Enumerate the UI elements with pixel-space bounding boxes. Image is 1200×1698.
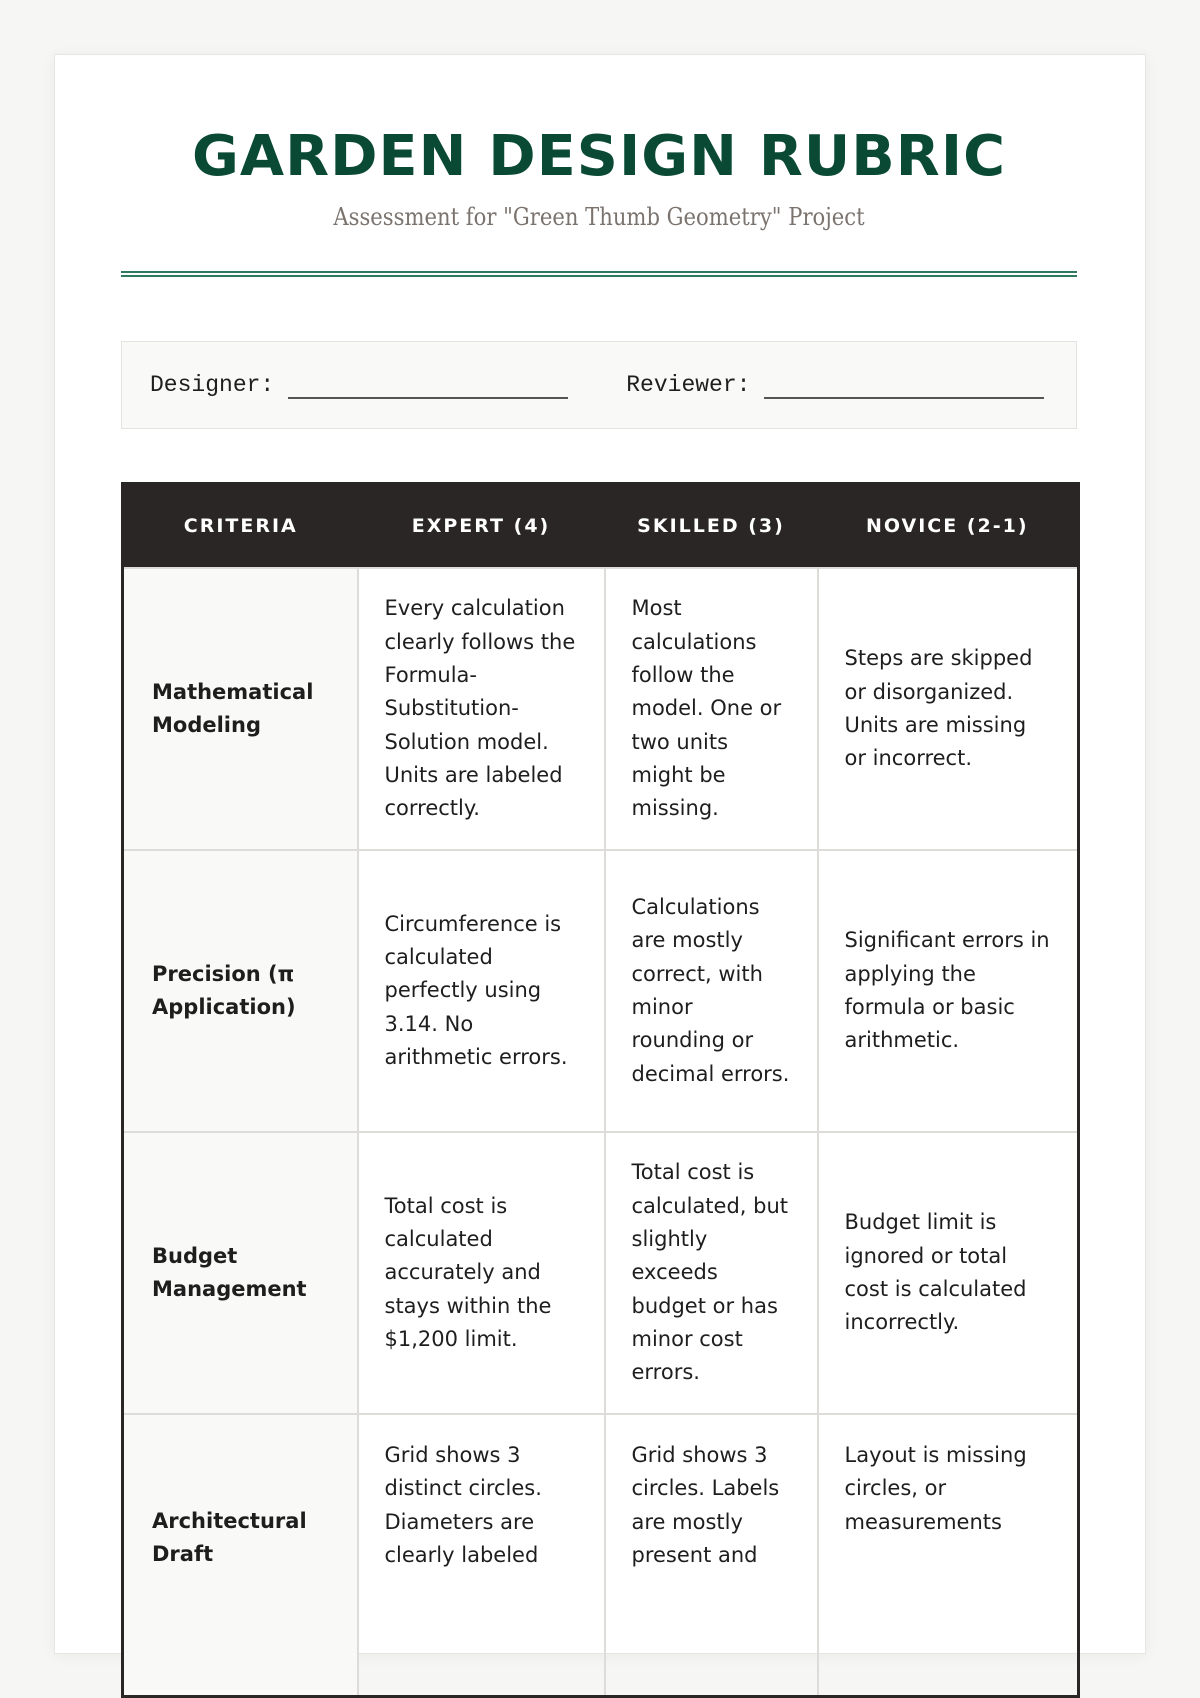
skilled-cell: Total cost is calculated, but slightly exceeds budget or has minor cost errors.	[605, 1132, 818, 1414]
signature-box	[121, 341, 1077, 429]
novice-cell: Steps are skipped or disorganized. Units are missing or incorrect.	[818, 568, 1079, 850]
designer-label: Designer:	[150, 372, 275, 398]
column-header-novice: NOVICE (2-1)	[818, 484, 1079, 569]
novice-cell: Significant errors in applying the formula or basic arithmetic.	[818, 850, 1079, 1132]
column-header-expert: EXPERT (4)	[358, 484, 605, 569]
table-row	[123, 568, 1079, 850]
designer-blank-line[interactable]	[288, 379, 568, 399]
page-content	[121, 55, 1077, 1698]
criteria-cell: Mathematical Modeling	[123, 568, 358, 850]
table-row	[123, 1132, 1079, 1414]
table-header-row	[123, 484, 1079, 569]
page-subtitle: Assessment for "Green Thumb Geometry" Project	[333, 203, 865, 231]
designer-field	[150, 372, 568, 398]
table-row	[123, 1414, 1079, 1696]
skilled-cell: Calculations are mostly correct, with minor rounding or decimal errors.	[605, 850, 818, 1132]
expert-cell: Grid shows 3 distinct circles. Diameters are clearly labeled	[358, 1414, 605, 1696]
reviewer-field	[626, 372, 1044, 398]
reviewer-label: Reviewer:	[626, 372, 751, 398]
rubric-table	[121, 482, 1080, 1698]
table-row	[123, 850, 1079, 1132]
rubric-page	[54, 54, 1146, 1654]
expert-cell: Every calculation clearly follows the Formula-Substitution-Solution model. Units are labeled correctly.	[358, 568, 605, 850]
column-header-skilled: SKILLED (3)	[605, 484, 818, 569]
expert-cell: Total cost is calculated accurately and stays within the $1,200 limit.	[358, 1132, 605, 1414]
novice-cell: Budget limit is ignored or total cost is calculated incorrectly.	[818, 1132, 1079, 1414]
criteria-cell: Precision (π Application)	[123, 850, 358, 1132]
reviewer-blank-line[interactable]	[764, 379, 1044, 399]
column-header-criteria: CRITERIA	[123, 484, 358, 569]
double-rule-divider	[121, 271, 1077, 277]
novice-cell: Layout is missing circles, or measurements	[818, 1414, 1079, 1696]
criteria-cell: Budget Management	[123, 1132, 358, 1414]
page-title: GARDEN DESIGN RUBRIC	[191, 124, 1007, 189]
criteria-cell: Architectural Draft	[123, 1414, 358, 1696]
skilled-cell: Grid shows 3 circles. Labels are mostly present and	[605, 1414, 818, 1696]
expert-cell: Circumference is calculated perfectly using 3.14. No arithmetic errors.	[358, 850, 605, 1132]
skilled-cell: Most calculations follow the model. One or two units might be missing.	[605, 568, 818, 850]
